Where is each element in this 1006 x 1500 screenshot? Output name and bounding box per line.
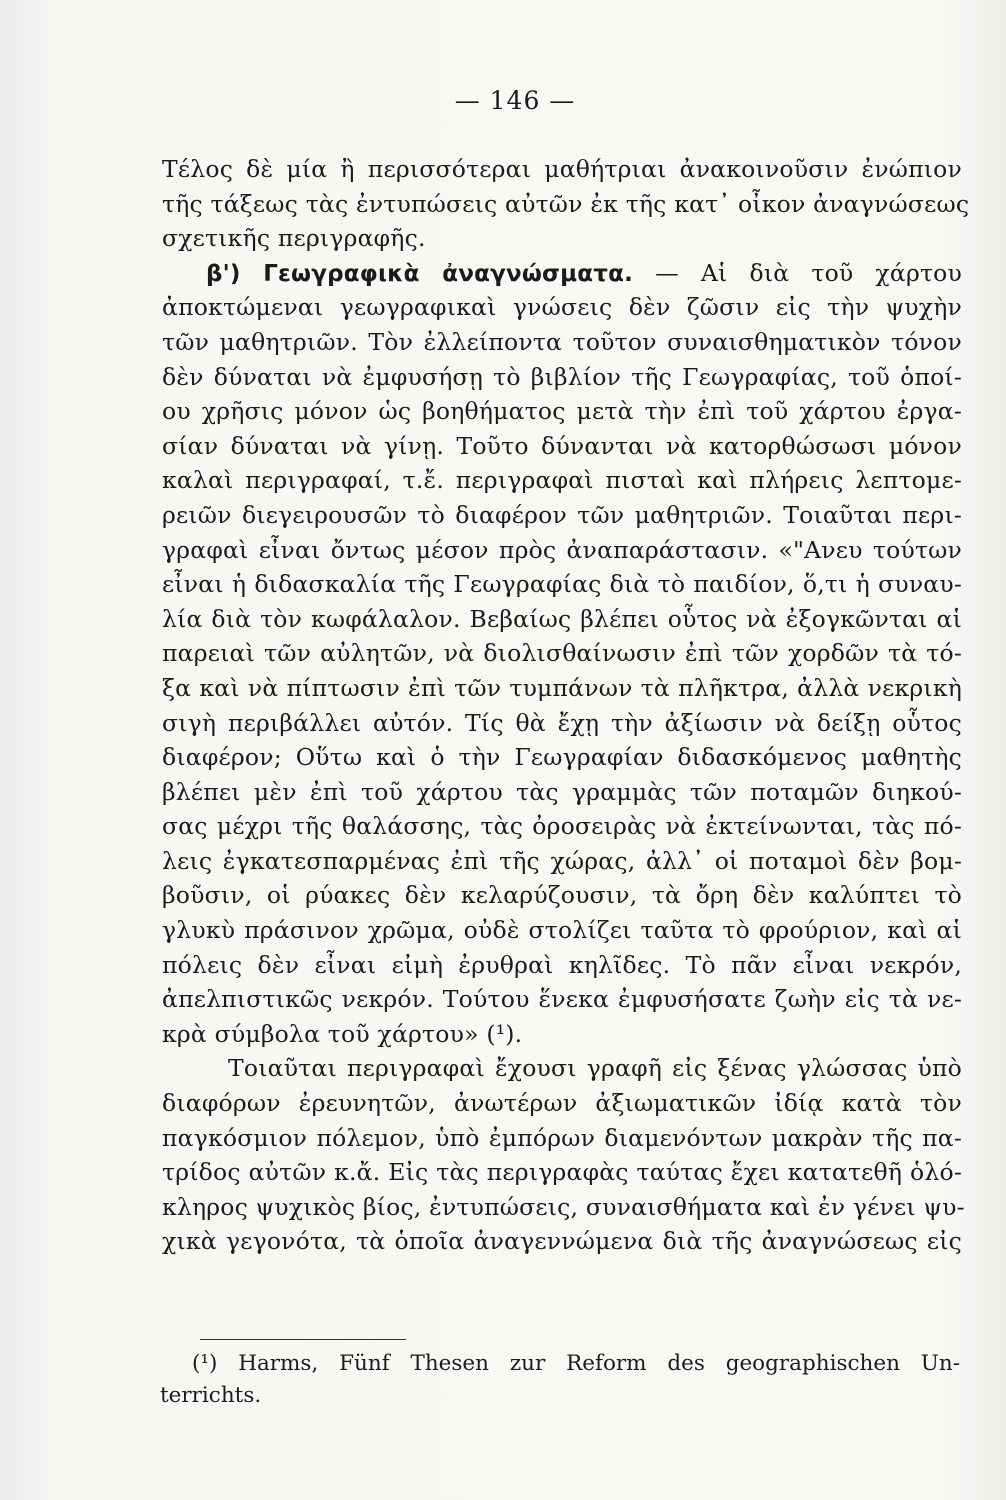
text-line: ου χρῆσις μόνον ὡς βοηθήματος μετὰ τὴν ἐπὶ τοῦ χάρτου ἐργα- xyxy=(162,397,962,426)
text-line: βοῦσιν, οἱ ρύακες δὲν κελαρύζουσιν, τὰ ὄρη δὲν καλύπτει τὸ xyxy=(162,881,962,910)
text-line: δὲν δύναται νὰ ἐμφυσήσῃ τὸ βιβλίον τῆς Γεωγραφίας, τοῦ ὁποί- xyxy=(162,362,962,391)
text-line: λία διὰ τὸν κωφάλαλον. Βεβαίως βλέπει οὗτος νὰ ἐξογκῶνται αἱ xyxy=(162,604,962,633)
text-line: βλέπει μὲν ἐπὶ τοῦ χάρτου τὰς γραμμὰς τῶν ποταμῶν διηκού- xyxy=(162,777,962,806)
section-heading: β') Γεωγραφικὰ ἀναγνώσματα. xyxy=(206,260,634,287)
section-heading-line xyxy=(162,256,962,291)
text-line: ἀποκτώμεναι γεωγραφικαὶ γνώσεις δὲν ζῶσιν εἰς τὴν ψυχὴν xyxy=(162,293,962,322)
section-heading-continuation: — Αἱ διὰ τοῦ χάρτου xyxy=(655,258,962,287)
text-line: σας μέχρι τῆς θαλάσσης, τὰς ὀροσειρὰς νὰ ἐκτείνωνται, τὰς πό- xyxy=(162,812,962,841)
text-line: πόλεις δὲν εἶναι εἰμὴ ἐρυθραὶ κηλῖδες. Τὸ πᾶν εἶναι νεκρόν, xyxy=(162,950,962,979)
text-line: παρειαὶ τῶν αὐλητῶν, νὰ διολισθαίνωσιν ἐπὶ τῶν χορδῶν τὰ τό- xyxy=(162,639,962,668)
footnote xyxy=(160,1348,960,1412)
text-line: σχετικῆς περιγραφῆς. xyxy=(162,224,426,253)
text-line: γραφαὶ εἶναι ὄντως μέσον πρὸς ἀναπαράστασιν. «"Ανευ τούτων xyxy=(162,535,962,564)
text-line: γλυκὺ πράσινον χρῶμα, οὐδὲ στολίζει ταῦτα τὸ φρούριον, καὶ αἱ xyxy=(162,916,962,945)
text-line: κληρος ψυχικὸς βίος, ἐντυπώσεις, συναισθήματα καὶ ἐν γένει ψυ- xyxy=(162,1192,965,1221)
footnote-line: terrichts. xyxy=(160,1383,262,1408)
text-line: ρειῶν διεγειρουσῶν τὸ διαφέρον τῶν μαθητριῶν. Τοιαῦται περι- xyxy=(162,500,962,529)
main-text xyxy=(162,152,970,1259)
text-line: διαφέρον; Οὕτω καὶ ὁ τὴν Γεωγραφίαν διδασκόμενος μαθητὴς xyxy=(162,743,962,772)
text-line: κρὰ σύμβολα τοῦ χάρτου» (¹). xyxy=(162,1019,523,1048)
text-line: εἶναι ἡ διδασκαλία τῆς Γεωγραφίας διὰ τὸ παιδίον, ὅ,τι ἡ συναυ- xyxy=(162,570,962,599)
text-line: σιγὴ περιβάλλει αὐτόν. Τίς θὰ ἔχῃ τὴν ἀξίωσιν νὰ δείξῃ οὗτος xyxy=(162,708,962,737)
text-line: ἀπελπιστικῶς νεκρόν. Τούτου ἕνεκα ἐμφυσήσατε ζωὴν εἰς τὰ νε- xyxy=(162,985,962,1014)
text-line: τῆς τάξεως τὰς ἐντυπώσεις αὐτῶν ἐκ τῆς κατ᾽ οἶκον ἀναγνώσεως xyxy=(162,189,970,218)
footnote-divider xyxy=(200,1339,406,1340)
text-line: ξα καὶ νὰ πίπτωσιν ἐπὶ τῶν τυμπάνων τὰ πλῆκτρα, ἀλλὰ νεκρικὴ xyxy=(162,673,962,702)
text-line: Τοιαῦται περιγραφαὶ ἔχουσι γραφῆ εἰς ξένας γλώσσας ὑπὸ xyxy=(228,1054,962,1083)
text-line: σίαν δύναται νὰ γίνῃ. Τοῦτο δύνανται νὰ κατορθώσωσι μόνον xyxy=(162,431,962,460)
text-line: διαφόρων ἐρευνητῶν, ἀνωτέρων ἀξιωματικῶν ἰδίᾳ κατὰ τὸν xyxy=(162,1089,962,1118)
text-line: Τέλος δὲ μία ἢ περισσότεραι μαθήτριαι ἀνακοινοῦσιν ἐνώπιον xyxy=(162,155,962,183)
footnote-line: (¹) Harms, Fünf Thesen zur Reform des geographischen Un- xyxy=(192,1351,960,1376)
page-number: — 146 — xyxy=(454,86,576,115)
text-line: λεις ἐγκατεσπαρμένας ἐπὶ τῆς χώρας, ἀλλ᾽ οἱ ποταμοὶ δὲν βομ- xyxy=(162,846,962,875)
text-line: τρίδος αὐτῶν κ.ἄ. Εἰς τὰς περιγραφὰς ταύτας ἔχει κατατεθῆ ὁλό- xyxy=(162,1158,962,1187)
text-line: χικὰ γεγονότα, τὰ ὁποῖα ἀναγεννώμενα διὰ τῆς ἀναγνώσεως εἰς xyxy=(162,1227,962,1256)
text-line: καλαὶ περιγραφαί, τ.ἔ. περιγραφαὶ πισταὶ καὶ πλήρεις λεπτομε- xyxy=(162,466,962,495)
text-line: τῶν μαθητριῶν. Τὸν ἐλλείποντα τοῦτον συναισθηματικὸν τόνον xyxy=(162,327,962,356)
text-line: παγκόσμιον πόλεμον, ὑπὸ ἐμπόρων διαμενόντων μακρὰν τῆς πα- xyxy=(162,1123,962,1152)
